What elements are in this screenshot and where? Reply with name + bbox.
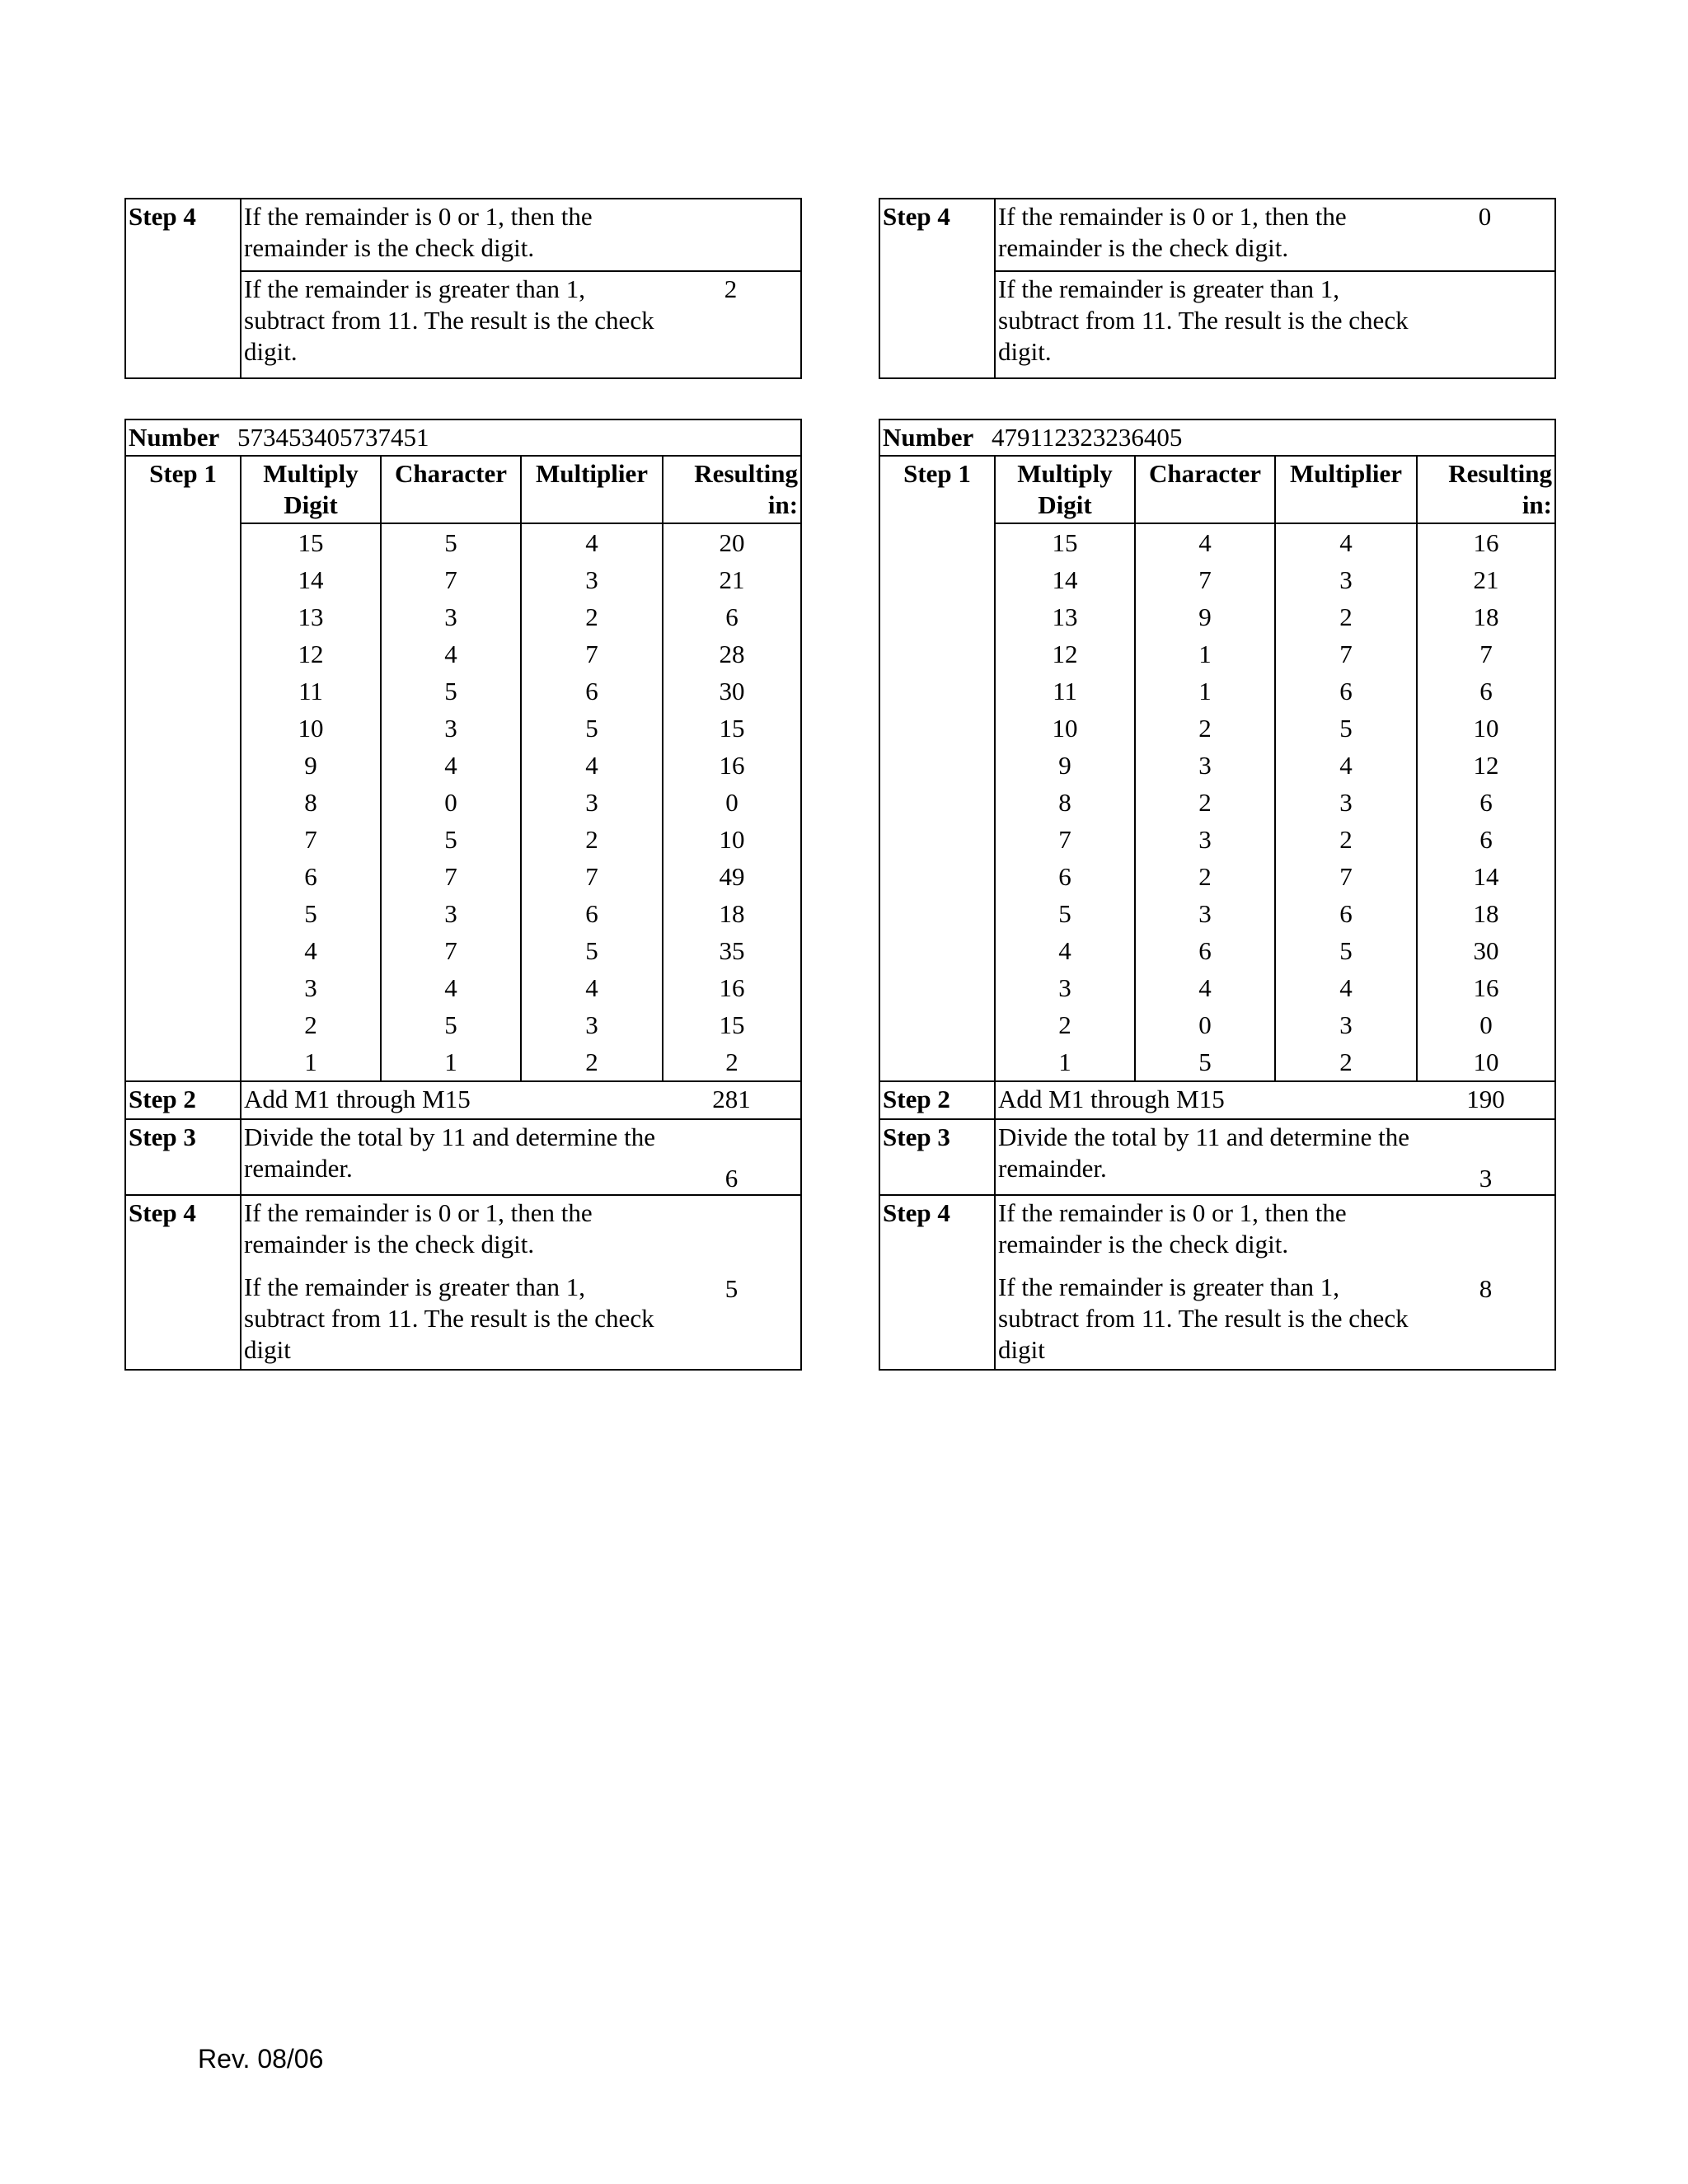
resulting-cell: 16	[1417, 523, 1555, 561]
resulting-cell: 2	[663, 1043, 801, 1081]
table-row	[125, 932, 801, 969]
multiply-digit-cell: 9	[241, 747, 381, 784]
table-row	[125, 747, 801, 784]
resulting-cell: 18	[1417, 895, 1555, 932]
multiplier-cell: 2	[521, 821, 663, 858]
multiplier-cell: 6	[1275, 673, 1417, 710]
multiplier-cell: 5	[1275, 710, 1417, 747]
step1-spacer	[125, 858, 241, 895]
multiplier-cell: 2	[1275, 1043, 1417, 1081]
resulting-cell: 0	[1417, 1006, 1555, 1043]
multiplier-cell: 5	[1275, 932, 1417, 969]
step3-label: Step 3	[879, 1119, 995, 1195]
multiply-digit-cell: 14	[241, 561, 381, 598]
character-cell: 3	[1135, 747, 1275, 784]
step4-text	[241, 1195, 663, 1370]
resulting-cell: 6	[663, 598, 801, 635]
table-row	[879, 635, 1555, 673]
step1-spacer	[879, 673, 995, 710]
step1-spacer	[125, 821, 241, 858]
multiplier-cell: 6	[521, 895, 663, 932]
character-cell: 5	[381, 1006, 521, 1043]
step1-spacer	[125, 1043, 241, 1081]
step2-label: Step 2	[125, 1081, 241, 1119]
resulting-cell: 30	[663, 673, 801, 710]
step1-spacer	[879, 710, 995, 747]
step1-spacer	[879, 635, 995, 673]
table-row	[125, 523, 801, 561]
step1-spacer	[879, 784, 995, 821]
step1-spacer	[125, 784, 241, 821]
table-row	[879, 969, 1555, 1006]
multiply-digit-cell: 15	[995, 523, 1135, 561]
table-row	[125, 895, 801, 932]
character-cell: 4	[381, 969, 521, 1006]
multiplier-cell: 3	[521, 784, 663, 821]
character-cell: 4	[381, 635, 521, 673]
multiplier-cell: 7	[521, 858, 663, 895]
step1-spacer	[125, 895, 241, 932]
multiply-digit-cell: 6	[995, 858, 1135, 895]
table-row	[879, 710, 1555, 747]
step4-label: Step 4	[879, 1195, 995, 1370]
step4-line1: If the remainder is 0 or 1, then the remainder is the check digit.	[995, 199, 1415, 271]
number-label: Number	[883, 423, 974, 452]
header-multiplier: Multiplier	[521, 456, 663, 523]
multiplier-cell: 2	[521, 1043, 663, 1081]
table-row	[879, 858, 1555, 895]
step4-line2: If the remainder is greater than 1, subtract from 11. The result is the check digit	[244, 1272, 654, 1364]
character-cell: 5	[381, 523, 521, 561]
step4-label: Step 4	[125, 199, 241, 378]
multiply-digit-cell: 2	[241, 1006, 381, 1043]
table-row	[879, 821, 1555, 858]
character-cell: 1	[1135, 635, 1275, 673]
table-row	[879, 523, 1555, 561]
step2-text: Add M1 through M15	[995, 1081, 1417, 1119]
step1-spacer	[879, 747, 995, 784]
resulting-cell: 18	[663, 895, 801, 932]
table-row	[879, 1043, 1555, 1081]
character-cell: 4	[1135, 523, 1275, 561]
step4-line2: If the remainder is greater than 1, subtract from 11. The result is the check digit.	[241, 271, 661, 378]
step2-text: Add M1 through M15	[241, 1081, 663, 1119]
multiplier-cell: 2	[521, 598, 663, 635]
table-row	[125, 1006, 801, 1043]
character-cell: 4	[381, 747, 521, 784]
character-cell: 9	[1135, 598, 1275, 635]
step1-spacer	[879, 932, 995, 969]
resulting-cell: 35	[663, 932, 801, 969]
header-character: Character	[1135, 456, 1275, 523]
character-cell: 0	[381, 784, 521, 821]
multiplier-cell: 3	[521, 1006, 663, 1043]
number-label: Number	[129, 423, 220, 452]
table-row	[125, 710, 801, 747]
step3-text: Divide the total by 11 and determine the remainder.	[241, 1119, 663, 1195]
right-worksheet-table	[879, 419, 1556, 1371]
resulting-cell: 16	[663, 969, 801, 1006]
character-cell: 7	[381, 858, 521, 895]
resulting-cell: 15	[663, 1006, 801, 1043]
top-left-step4-table	[124, 198, 802, 379]
multiply-digit-cell: 13	[995, 598, 1135, 635]
step3-text: Divide the total by 11 and determine the remainder.	[995, 1119, 1417, 1195]
character-cell: 2	[1135, 784, 1275, 821]
step4-value: 8	[1479, 1274, 1493, 1303]
table-row	[879, 784, 1555, 821]
step1-spacer	[879, 821, 995, 858]
character-cell: 7	[381, 561, 521, 598]
character-cell: 5	[1135, 1043, 1275, 1081]
multiplier-cell: 4	[1275, 523, 1417, 561]
multiply-digit-cell: 4	[995, 932, 1135, 969]
resulting-cell: 7	[1417, 635, 1555, 673]
multiply-digit-cell: 5	[241, 895, 381, 932]
multiply-digit-cell: 8	[995, 784, 1135, 821]
multiplier-cell: 4	[1275, 969, 1417, 1006]
table-row	[125, 561, 801, 598]
step4-line1-value	[661, 199, 801, 271]
multiply-digit-cell: 3	[241, 969, 381, 1006]
table-row	[125, 635, 801, 673]
multiplier-cell: 3	[521, 561, 663, 598]
step1-spacer	[125, 635, 241, 673]
resulting-cell: 6	[1417, 821, 1555, 858]
table-row	[879, 932, 1555, 969]
multiply-digit-cell: 10	[241, 710, 381, 747]
character-cell: 2	[1135, 858, 1275, 895]
step4-value-cell	[1417, 1195, 1555, 1370]
step2-value: 281	[663, 1081, 801, 1119]
multiply-digit-cell: 7	[241, 821, 381, 858]
step1-spacer	[125, 673, 241, 710]
multiplier-cell: 7	[1275, 635, 1417, 673]
header-resulting-in: Resulting in:	[663, 456, 801, 523]
step4-text	[995, 1195, 1417, 1370]
number-value: 573453405737451	[237, 423, 429, 452]
left-worksheet-table	[124, 419, 802, 1371]
step1-spacer	[879, 1043, 995, 1081]
resulting-cell: 49	[663, 858, 801, 895]
step3-value: 6	[663, 1119, 801, 1195]
step1-label: Step 1	[879, 456, 995, 523]
table-row	[125, 673, 801, 710]
multiply-digit-cell: 13	[241, 598, 381, 635]
step1-spacer	[125, 598, 241, 635]
character-cell: 5	[381, 673, 521, 710]
step1-spacer	[125, 969, 241, 1006]
step3-value: 3	[1417, 1119, 1555, 1195]
resulting-cell: 6	[1417, 673, 1555, 710]
multiplier-cell: 2	[1275, 598, 1417, 635]
step4-line1: If the remainder is 0 or 1, then the remainder is the check digit.	[998, 1198, 1347, 1258]
step1-spacer	[879, 598, 995, 635]
table-row	[879, 598, 1555, 635]
header-resulting-in: Resulting in:	[1417, 456, 1555, 523]
multiply-digit-cell: 3	[995, 969, 1135, 1006]
step4-line1: If the remainder is 0 or 1, then the remainder is the check digit.	[241, 199, 661, 271]
step1-spacer	[879, 895, 995, 932]
multiplier-cell: 4	[1275, 747, 1417, 784]
resulting-cell: 18	[1417, 598, 1555, 635]
step1-spacer	[879, 858, 995, 895]
table-row	[125, 858, 801, 895]
multiply-digit-cell: 14	[995, 561, 1135, 598]
multiply-digit-cell: 12	[995, 635, 1135, 673]
character-cell: 3	[1135, 821, 1275, 858]
table-row	[879, 1006, 1555, 1043]
resulting-cell: 21	[663, 561, 801, 598]
step4-line1-value: 0	[1415, 199, 1555, 271]
multiplier-cell: 7	[1275, 858, 1417, 895]
resulting-cell: 12	[1417, 747, 1555, 784]
step1-spacer	[879, 561, 995, 598]
table-row	[879, 561, 1555, 598]
step2-value: 190	[1417, 1081, 1555, 1119]
multiplier-cell: 3	[1275, 561, 1417, 598]
step4-value: 5	[724, 1274, 738, 1303]
resulting-cell: 10	[1417, 710, 1555, 747]
multiply-digit-cell: 9	[995, 747, 1135, 784]
multiply-digit-cell: 11	[241, 673, 381, 710]
resulting-cell: 20	[663, 523, 801, 561]
character-cell: 7	[1135, 561, 1275, 598]
multiply-digit-cell: 7	[995, 821, 1135, 858]
multiplier-cell: 5	[521, 932, 663, 969]
table-row	[879, 895, 1555, 932]
character-cell: 6	[1135, 932, 1275, 969]
multiplier-cell: 3	[1275, 1006, 1417, 1043]
number-value: 479112323236405	[991, 423, 1183, 452]
step1-spacer	[125, 1006, 241, 1043]
header-character: Character	[381, 456, 521, 523]
multiplier-cell: 7	[521, 635, 663, 673]
step4-value-cell	[663, 1195, 801, 1370]
step1-spacer	[125, 523, 241, 561]
table-row	[125, 969, 801, 1006]
character-cell: 1	[381, 1043, 521, 1081]
multiplier-cell: 6	[521, 673, 663, 710]
table-row	[879, 673, 1555, 710]
multiply-digit-cell: 11	[995, 673, 1135, 710]
character-cell: 4	[1135, 969, 1275, 1006]
multiply-digit-cell: 1	[995, 1043, 1135, 1081]
multiply-digit-cell: 5	[995, 895, 1135, 932]
table-row	[125, 784, 801, 821]
character-cell: 3	[381, 895, 521, 932]
character-cell: 3	[381, 710, 521, 747]
multiply-digit-cell: 4	[241, 932, 381, 969]
step1-spacer	[879, 1006, 995, 1043]
revision-footer: Rev. 08/06	[198, 2044, 324, 2074]
resulting-cell: 16	[663, 747, 801, 784]
step1-spacer	[125, 710, 241, 747]
step1-spacer	[125, 561, 241, 598]
multiplier-cell: 6	[1275, 895, 1417, 932]
resulting-cell: 21	[1417, 561, 1555, 598]
character-cell: 3	[381, 598, 521, 635]
step4-line2: If the remainder is greater than 1, subtract from 11. The result is the check digit.	[995, 271, 1415, 378]
character-cell: 2	[1135, 710, 1275, 747]
step1-label: Step 1	[125, 456, 241, 523]
resulting-cell: 15	[663, 710, 801, 747]
multiply-digit-cell: 10	[995, 710, 1135, 747]
step4-label: Step 4	[125, 1195, 241, 1370]
table-row	[879, 747, 1555, 784]
header-multiply-digit: Multiply Digit	[995, 456, 1135, 523]
multiply-digit-cell: 15	[241, 523, 381, 561]
step1-spacer	[125, 932, 241, 969]
multiplier-cell: 5	[521, 710, 663, 747]
step1-spacer	[879, 523, 995, 561]
table-row	[125, 1043, 801, 1081]
multiplier-cell: 3	[1275, 784, 1417, 821]
step2-label: Step 2	[879, 1081, 995, 1119]
resulting-cell: 6	[1417, 784, 1555, 821]
table-row	[125, 821, 801, 858]
character-cell: 1	[1135, 673, 1275, 710]
multiply-digit-cell: 6	[241, 858, 381, 895]
multiply-digit-cell: 1	[241, 1043, 381, 1081]
top-right-step4-table	[879, 198, 1556, 379]
character-cell: 5	[381, 821, 521, 858]
table-row	[125, 598, 801, 635]
step1-spacer	[879, 969, 995, 1006]
resulting-cell: 30	[1417, 932, 1555, 969]
header-multiply-digit: Multiply Digit	[241, 456, 381, 523]
resulting-cell: 0	[663, 784, 801, 821]
step3-label: Step 3	[125, 1119, 241, 1195]
multiply-digit-cell: 12	[241, 635, 381, 673]
character-cell: 0	[1135, 1006, 1275, 1043]
resulting-cell: 14	[1417, 858, 1555, 895]
resulting-cell: 28	[663, 635, 801, 673]
resulting-cell: 10	[663, 821, 801, 858]
character-cell: 7	[381, 932, 521, 969]
step4-line2-value	[1415, 271, 1555, 378]
step4-label: Step 4	[879, 199, 995, 378]
step4-line2-value: 2	[661, 271, 801, 378]
character-cell: 3	[1135, 895, 1275, 932]
multiply-digit-cell: 8	[241, 784, 381, 821]
multiply-digit-cell: 2	[995, 1006, 1135, 1043]
resulting-cell: 10	[1417, 1043, 1555, 1081]
step1-spacer	[125, 747, 241, 784]
step4-line1: If the remainder is 0 or 1, then the remainder is the check digit.	[244, 1198, 593, 1258]
multiplier-cell: 4	[521, 747, 663, 784]
header-multiplier: Multiplier	[1275, 456, 1417, 523]
resulting-cell: 16	[1417, 969, 1555, 1006]
step4-line2: If the remainder is greater than 1, subtract from 11. The result is the check digit	[998, 1272, 1409, 1364]
multiplier-cell: 4	[521, 969, 663, 1006]
multiplier-cell: 4	[521, 523, 663, 561]
multiplier-cell: 2	[1275, 821, 1417, 858]
